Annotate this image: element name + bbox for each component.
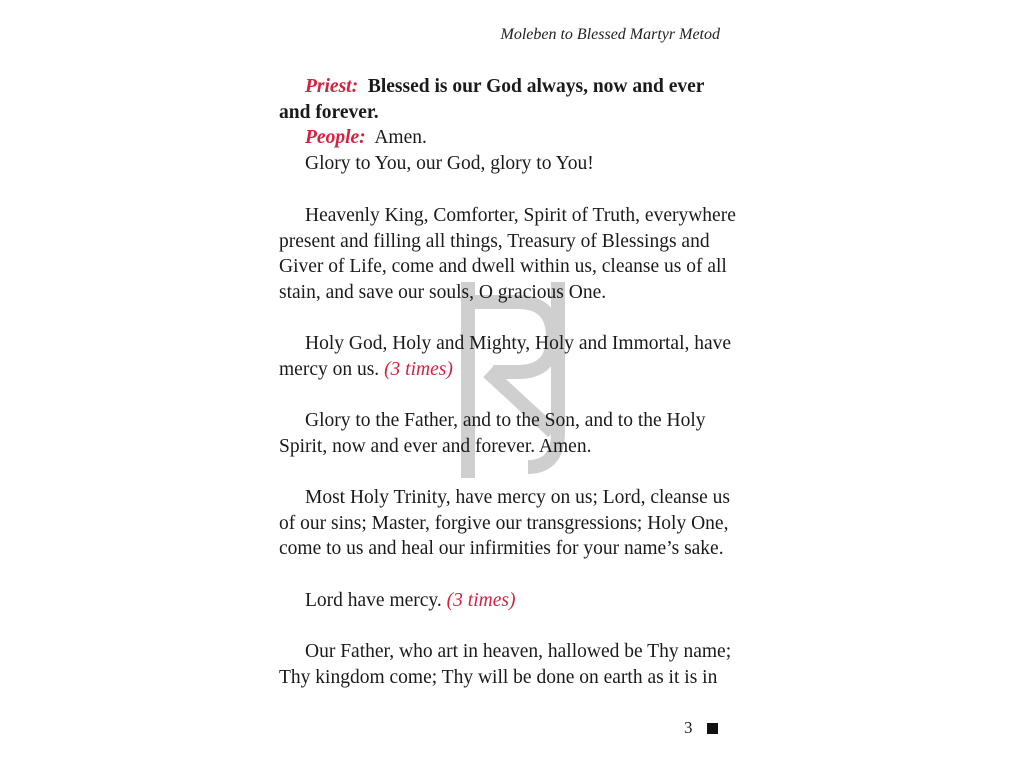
- square-ornament-icon: [707, 723, 718, 734]
- holy-trinity-paragraph: [279, 485, 730, 562]
- people-text: Amen.: [374, 127, 427, 149]
- rubric-three-times: (3 times): [384, 358, 453, 380]
- text-line: Spirit, now and ever and forever. Amen.: [279, 435, 592, 457]
- text-line: Giver of Life, come and dwell within us, cleanse us of all: [279, 256, 727, 278]
- priest-line: [279, 74, 720, 100]
- text-line: Holy God, Holy and Mighty, Holy and Immortal, have: [305, 333, 732, 354]
- heavenly-king-paragraph: [279, 203, 736, 305]
- lord-have-mercy-paragraph: [279, 588, 720, 614]
- text-line: present and filling all things, Treasury of Blessings and: [279, 230, 710, 252]
- priest-text: Blessed is our God always, now and ever: [367, 76, 705, 97]
- text-line: Heavenly King, Comforter, Spirit of Truth, everywhere: [305, 205, 736, 226]
- text-line: of our sins; Master, forgive our transgressions; Holy One,: [279, 512, 729, 534]
- people-label: People:: [305, 127, 366, 149]
- text-line: Most Holy Trinity, have mercy on us; Lord, cleanse us: [305, 487, 730, 508]
- glory-paragraph: [279, 408, 720, 459]
- text-line: [279, 588, 720, 614]
- text-line: stain, and save our souls, O gracious One.: [279, 281, 607, 303]
- text-line: Thy kingdom come; Thy will be done on earth as it is in: [279, 666, 718, 688]
- trisagion-paragraph: [279, 331, 732, 382]
- priest-text-cont: and forever.: [279, 101, 379, 123]
- people-line: [279, 125, 720, 151]
- invocation-paragraph: [279, 74, 720, 176]
- glory-line: Glory to You, our God, glory to You!: [305, 152, 594, 174]
- text-fragment: Lord have mercy.: [305, 590, 442, 611]
- running-header: Moleben to Blessed Martyr Metod: [500, 26, 720, 43]
- rubric-three-times: (3 times): [446, 590, 516, 611]
- text-line: Our Father, who art in heaven, hallowed be Thy name;: [305, 641, 732, 662]
- our-father-paragraph: [279, 639, 732, 690]
- text-line: Glory to the Father, and to the Son, and to the Holy: [305, 410, 706, 431]
- priest-label: Priest:: [305, 76, 359, 97]
- text-line: [279, 357, 720, 383]
- page-footer: [684, 718, 718, 738]
- text-fragment: mercy on us.: [279, 358, 380, 380]
- page-number: 3: [684, 718, 693, 737]
- text-line: come to us and heal our infirmities for your name’s sake.: [279, 538, 724, 560]
